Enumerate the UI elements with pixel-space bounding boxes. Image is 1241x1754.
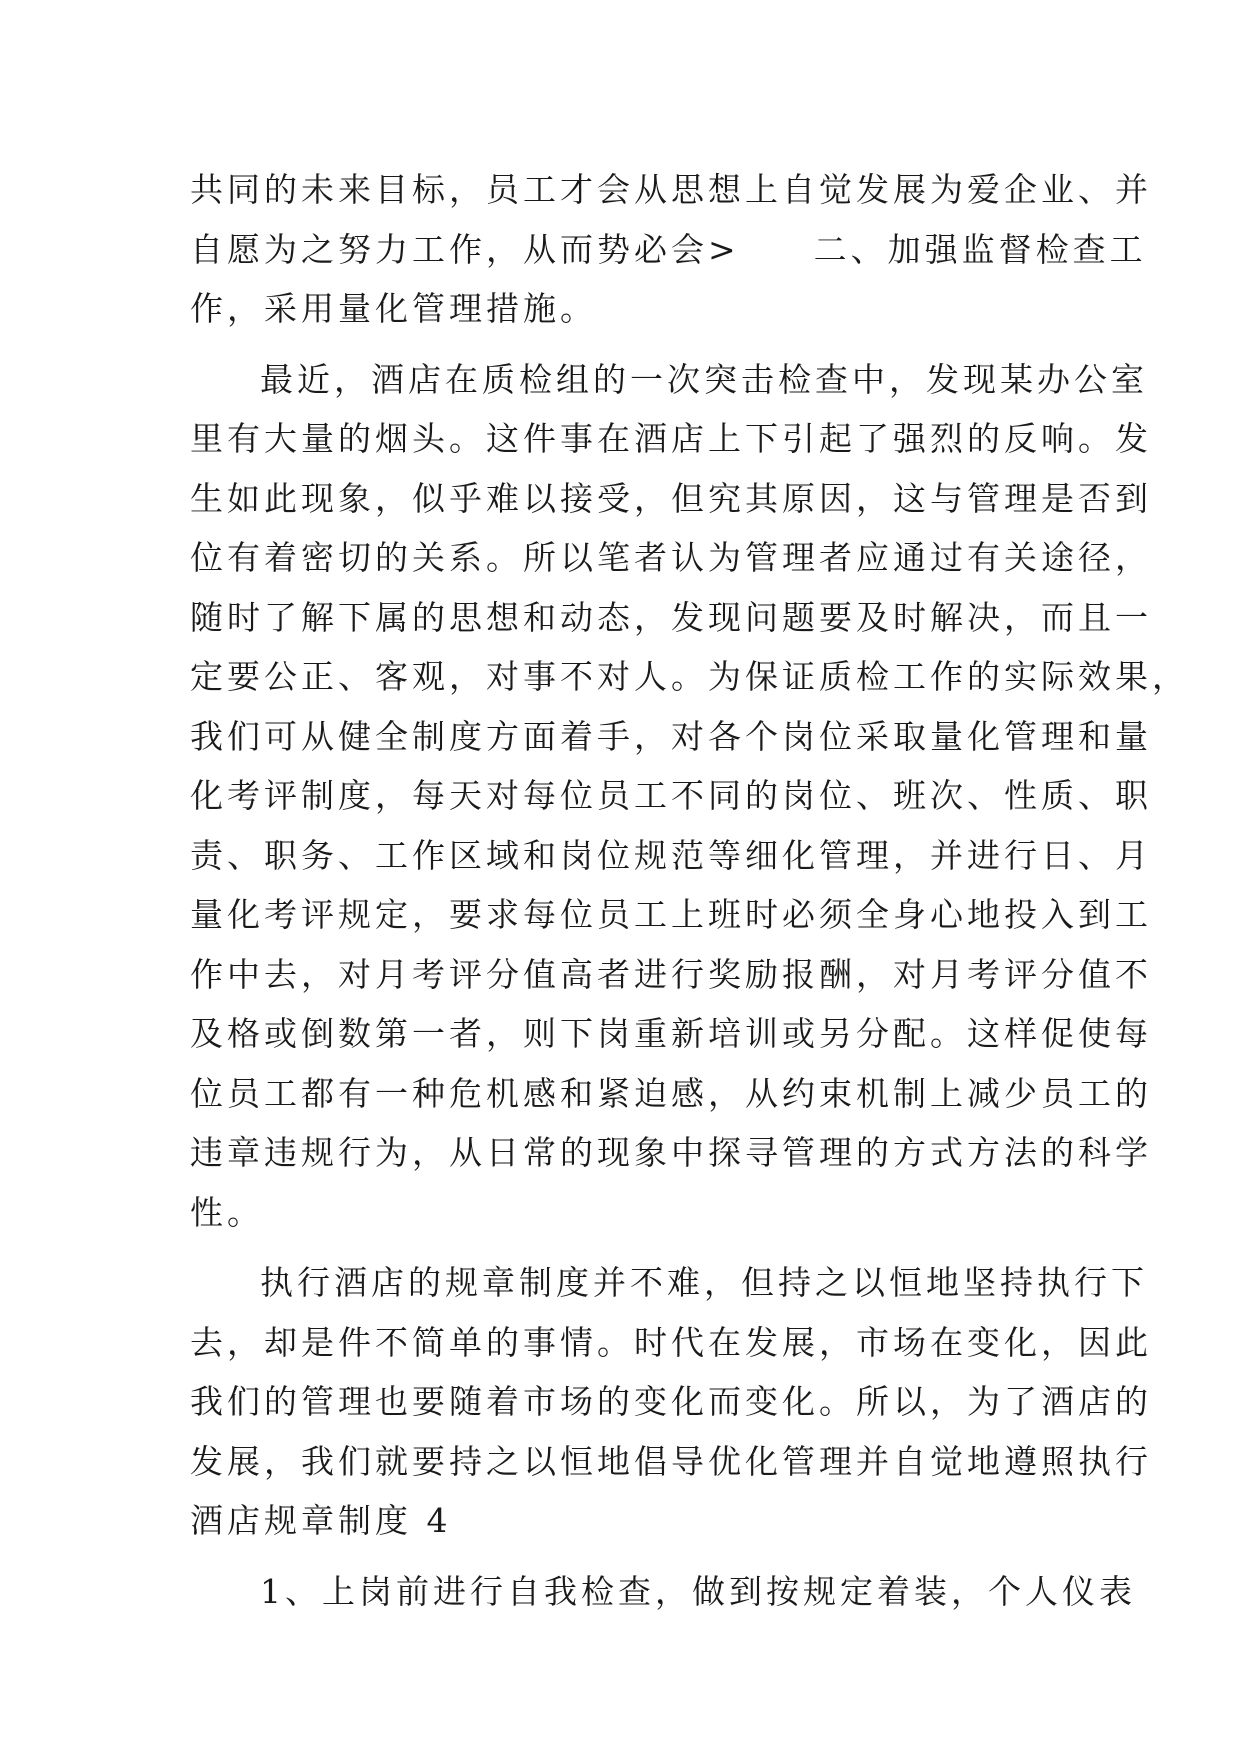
text-line: 我们的管理也要随着市场的变化而变化。所以，为了酒店的: [190, 1382, 1152, 1421]
text-line: 最近，酒店在质检组的一次突击检查中，发现某办公室: [260, 359, 1148, 399]
text-line: 定要公正、客观，对事不对人。为保证质检工作的实际效果，: [190, 657, 1189, 696]
text-line: 量化考评规定，要求每位员工上班时必须全身心地投入到工: [190, 895, 1152, 934]
text-line: 酒店规章制度 4: [190, 1501, 452, 1540]
paragraph-gap: [190, 1242, 1060, 1253]
paragraph: [190, 1253, 1152, 1551]
paragraph-gap: [190, 339, 1060, 350]
text-line: 化考评制度，每天对每位员工不同的岗位、班次、性质、职: [190, 776, 1152, 815]
paragraph: [190, 350, 1189, 1243]
document-body: [190, 160, 1189, 1621]
text-line: 自愿为之努力工作，从而势必会> 二、加强监督检查工: [190, 229, 1147, 269]
text-line: 执行酒店的规章制度并不难，但持之以恒地坚持执行下: [260, 1263, 1148, 1302]
text-line: 位员工都有一种危机感和紧迫感，从约束机制上减少员工的: [190, 1073, 1152, 1113]
text-line: 1、上岗前进行自我检查，做到按规定着装，个人仪表: [260, 1571, 1136, 1611]
paragraph-gap: [190, 1551, 1060, 1562]
paragraph: [190, 160, 1152, 339]
text-line: 我们可从健全制度方面着手，对各个岗位采取量化管理和量: [190, 716, 1152, 756]
text-line: 违章违规行为，从日常的现象中探寻管理的方式方法的科学: [190, 1133, 1152, 1172]
text-line: 生如此现象，似乎难以接受，但究其原因，这与管理是否到: [190, 478, 1152, 518]
text-line: 作，采用量化管理措施。: [190, 289, 597, 328]
text-line: 随时了解下属的思想和动态，发现问题要及时解决，而且一: [190, 597, 1152, 637]
text-line: 位有着密切的关系。所以笔者认为管理者应通过有关途径，: [190, 538, 1152, 577]
text-line: 性。: [190, 1192, 264, 1232]
text-line: 发展，我们就要持之以恒地倡导优化管理并自觉地遵照执行: [190, 1441, 1152, 1481]
text-line: 责、职务、工作区域和岗位规范等细化管理，并进行日、月: [190, 835, 1152, 875]
text-line: 共同的未来目标，员工才会从思想上自觉发展为爱企业、并: [190, 170, 1152, 209]
text-line: 里有大量的烟头。这件事在酒店上下引起了强烈的反响。发: [190, 419, 1152, 458]
text-line: 及格或倒数第一者，则下岗重新培训或另分配。这样促使每: [190, 1014, 1152, 1053]
text-line: 作中去，对月考评分值高者进行奖励报酬，对月考评分值不: [190, 954, 1152, 994]
text-line: 去，却是件不简单的事情。时代在发展，市场在变化，因此: [190, 1322, 1152, 1362]
paragraph: [190, 1562, 1136, 1622]
